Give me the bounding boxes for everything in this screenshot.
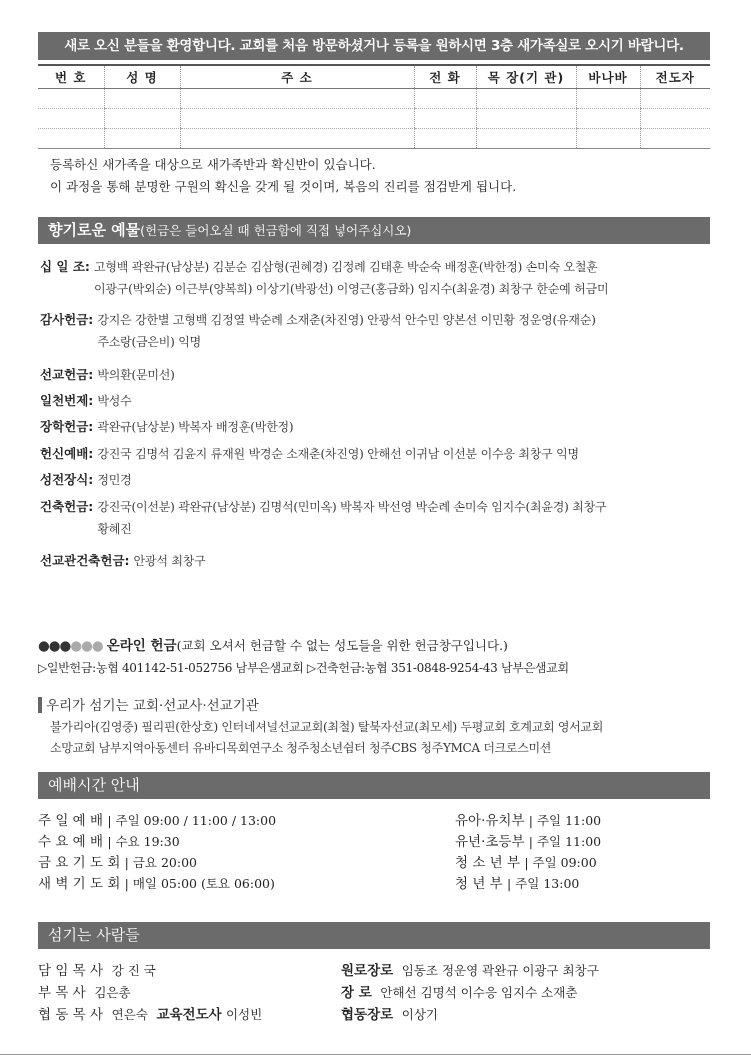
offering-row-building <box>40 496 712 540</box>
welcome-banner: 새로 오신 분들을 환영합니다. 교회를 처음 방문하셨거나 등록을 원하시면 3층 새가족실로 오시기 바랍니다. <box>38 32 710 60</box>
table-cell[interactable] <box>38 89 104 109</box>
table-cell[interactable] <box>180 129 414 149</box>
header-cell-group: 목 장(기 관) <box>476 65 576 89</box>
service-left-1 <box>38 831 180 853</box>
offering-names: 박의환(문미선) <box>97 368 175 382</box>
offering-names: 안광석 최창구 <box>133 554 206 568</box>
service-name: 새 벽 기 도 회 <box>38 876 121 892</box>
staff-row-elder <box>341 982 577 1004</box>
section-marker-icon <box>38 697 42 713</box>
offering-names: 강지은 강한별 고형백 김정열 박순례 소재춘(차진영) 안광석 안수민 양본선 이민황 정운영(유재순) <box>97 313 596 327</box>
table-cell[interactable] <box>476 109 576 129</box>
staff-role: 협동장로 <box>341 1007 394 1023</box>
header-evangelist: 전도자 <box>640 65 710 89</box>
service-right-2 <box>455 852 597 874</box>
assurance-note: 이 과정을 통해 분명한 구원의 확신을 갖게 될 것이며, 복음의 진리를 점검받게 됩니다. <box>50 179 517 194</box>
service-time: | 매일 05:00 (토요 06:00) <box>124 876 275 891</box>
offering-row-decoration <box>40 469 712 491</box>
table-cell[interactable] <box>476 89 576 109</box>
offering-label: 건축헌금: <box>40 499 94 514</box>
dots-dark-icon: ●●● <box>38 638 71 654</box>
missions-line: 불가리아(김영중) 필리핀(한상호) 인터네셔널선교교회(최철) 탈북자선교(최모세) 두평교회 호계교회 영서교회 <box>50 720 603 734</box>
online-offering-heading <box>38 634 508 654</box>
service-time: | 금요 20:00 <box>124 855 198 870</box>
offering-names: 곽완규(남상분) 박복자 배정훈(박한정) <box>97 420 294 434</box>
missions-title <box>38 694 259 714</box>
service-name: 금 요 기 도 회 <box>38 855 121 871</box>
staff-names: 김은총 <box>94 985 131 1000</box>
staff-names: 이성빈 <box>225 1007 263 1022</box>
offering-names: 이광구(박외순) 이근부(양복희) 이상기(박광선) 이영근(홍금화) 임지수(최윤경) 최창구 한순예 허금미 <box>93 282 609 296</box>
offering-row-thanks <box>40 309 712 353</box>
offering-row-scholarship <box>40 416 712 438</box>
table-cell[interactable] <box>104 89 180 109</box>
table-cell[interactable] <box>414 129 476 149</box>
staff-names: 이상기 <box>401 1007 438 1022</box>
table-cell[interactable] <box>414 109 476 129</box>
people-header <box>38 922 710 949</box>
missions-title-text: 우리가 섬기는 교회·선교사·선교기관 <box>46 698 259 714</box>
offering-subtitle: (헌금은 들어오실 때 헌금함에 직접 넣어주십시오) <box>140 223 412 238</box>
table-row <box>38 109 710 129</box>
table-cell[interactable] <box>38 129 104 149</box>
table-cell[interactable] <box>640 89 710 109</box>
offering-names: 박성수 <box>97 394 132 408</box>
offering-names: 강진국(이선분) 곽완규(남상분) 김명석(민미옥) 박복자 박선영 박순례 손미숙 임지수(최윤경) 최창구 <box>97 500 607 514</box>
table-cell[interactable] <box>640 109 710 129</box>
service-time: | 주일 11:00 <box>528 834 602 849</box>
staff-names: 안해선 김명석 이수응 임지수 소재춘 <box>380 985 578 1000</box>
table-cell[interactable] <box>38 109 104 129</box>
offering-label: 장학헌금: <box>40 419 94 434</box>
staff-role: 협 동 목 사 <box>38 1007 104 1023</box>
staff-role: 담 임 목 사 <box>38 963 104 979</box>
service-right-0 <box>455 810 601 832</box>
service-name: 청 소 년 부 <box>455 855 521 871</box>
staff-row-cooperating-pastor <box>38 1004 262 1026</box>
online-offering-title: 온라인 헌금 <box>106 638 177 654</box>
staff-row-senior-pastor <box>38 960 156 982</box>
header-name: 성 명 <box>104 65 180 89</box>
header-number: 번 호 <box>38 65 104 89</box>
offering-title: 향기로운 예물 <box>48 221 141 239</box>
table-cell[interactable] <box>180 89 414 109</box>
offering-names: 황혜진 <box>97 522 132 536</box>
service-name: 유아·유치부 <box>455 813 525 829</box>
staff-names: 강 진 국 <box>111 963 156 978</box>
service-left-0 <box>38 810 276 832</box>
offering-names: 고형백 곽완규(남상분) 김분순 김삼형(권혜경) 김정례 김태훈 박순숙 배정훈(박한정) 손미숙 오철훈 <box>93 260 598 274</box>
table-row <box>38 129 710 149</box>
offering-row-mission-building <box>40 550 712 572</box>
staff-row-associate-pastor <box>38 982 131 1004</box>
offering-label: 선교관건축헌금: <box>40 553 130 568</box>
offering-label: 선교헌금: <box>40 367 94 382</box>
offering-label: 십 일 조: <box>40 259 90 274</box>
offering-row-mission <box>40 364 712 386</box>
table-cell[interactable] <box>576 129 640 149</box>
offering-names: 강진국 김명석 김윤지 류재원 박경순 소재춘(차진영) 안해선 이귀남 이선분 이수응 최창구 익명 <box>97 447 579 461</box>
offering-names: 정민경 <box>97 473 132 487</box>
services-header <box>38 772 710 799</box>
table-cell[interactable] <box>576 109 640 129</box>
registration-table <box>38 64 710 149</box>
service-time: | 주일 11:00 <box>528 813 602 828</box>
staff-row-elder-emeritus <box>341 960 599 982</box>
offering-names: 주소랑(금은비) 익명 <box>97 335 202 349</box>
staff-names: 임동조 정운영 곽완규 이광구 최창구 <box>401 963 599 978</box>
header-barnabas: 바나바 <box>576 65 640 89</box>
offering-label: 일천번제: <box>40 393 94 408</box>
page-bottom-divider <box>0 1054 751 1055</box>
staff-role: 원로장로 <box>341 963 394 979</box>
offering-label: 감사헌금: <box>40 312 94 327</box>
offering-row-devotion <box>40 443 712 465</box>
header-phone: 전 화 <box>414 65 476 89</box>
service-time: | 주일 13:00 <box>507 876 580 891</box>
service-left-2 <box>38 852 197 874</box>
table-row <box>38 89 710 109</box>
offering-label: 성전장식: <box>40 472 94 487</box>
missions-line: 소망교회 남부지역아동센터 유바디목회연구소 청주청소년쉼터 청주CBS 청주YMCA 더크로스미션 <box>50 741 552 755</box>
table-cell[interactable] <box>414 89 476 109</box>
staff-role: 장 로 <box>341 985 372 1001</box>
offering-label: 헌신예배: <box>40 446 94 461</box>
service-left-3 <box>38 873 275 895</box>
table-cell[interactable] <box>104 109 180 129</box>
service-time: | 주일 09:00 <box>524 855 597 870</box>
service-time: | 주일 09:00 / 11:00 / 13:00 <box>107 813 277 828</box>
service-name: 수 요 예 배 <box>38 834 104 850</box>
offering-row-tithe <box>40 256 712 300</box>
people-title: 섬기는 사람들 <box>48 926 140 944</box>
staff-role: 교육전도사 <box>156 1007 222 1023</box>
service-name: 청 년 부 <box>455 876 503 892</box>
offering-header <box>38 217 710 244</box>
service-right-1 <box>455 831 601 853</box>
services-title: 예배시간 안내 <box>48 776 140 794</box>
online-offering-subtitle: (교회 오셔서 헌금할 수 없는 성도들을 위한 헌금창구입니다.) <box>176 638 508 653</box>
staff-row-cooperating-elder <box>341 1004 438 1026</box>
bank-accounts: ▷일반헌금:농협 401142-51-052756 남부은샘교회 ▷건축헌금:농협 351-0848-9254-43 남부은샘교회 <box>38 661 569 675</box>
service-name: 주 일 예 배 <box>38 813 104 829</box>
service-name: 유년·초등부 <box>455 834 525 850</box>
table-cell[interactable] <box>640 129 710 149</box>
table-cell[interactable] <box>180 109 414 129</box>
registration-header-row <box>38 65 710 89</box>
service-time: | 수요 19:30 <box>107 834 180 849</box>
staff-role: 부 목 사 <box>38 985 86 1001</box>
new-family-note: 등록하신 새가족을 대상으로 새가족반과 확신반이 있습니다. <box>50 157 376 172</box>
header-address: 주 소 <box>180 65 414 89</box>
table-cell[interactable] <box>104 129 180 149</box>
table-cell[interactable] <box>476 129 576 149</box>
offering-row-thousand <box>40 390 712 412</box>
dots-light-icon: ●●● <box>70 638 103 654</box>
service-right-3 <box>455 873 579 895</box>
staff-names: 연은숙 <box>111 1007 148 1022</box>
table-cell[interactable] <box>576 89 640 109</box>
